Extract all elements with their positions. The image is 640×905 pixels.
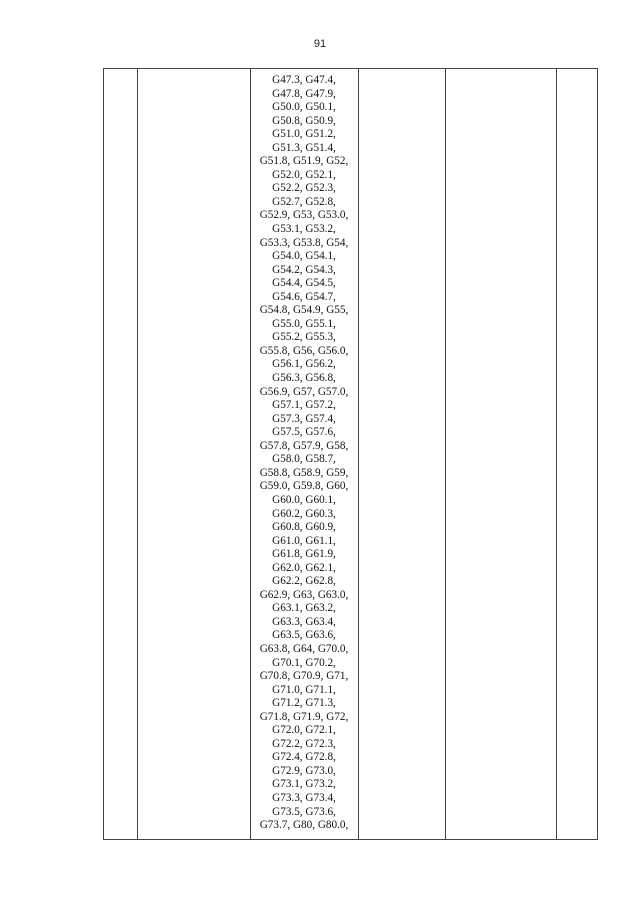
code-line: G52.0, G52.1, xyxy=(272,168,336,181)
code-line: G52.7, G52.8, xyxy=(272,195,336,208)
diagnosis-codes-cell xyxy=(250,74,358,833)
code-line: G58.8, G58.9, G59, xyxy=(259,466,349,479)
code-line: G73.1, G73.2, xyxy=(272,778,336,791)
code-line: G60.0, G60.1, xyxy=(272,493,336,506)
code-line: G53.1, G53.2, xyxy=(272,223,336,236)
code-line: G55.8, G56, G56.0, xyxy=(259,344,349,357)
code-line: G70.1, G70.2, xyxy=(272,656,336,669)
column-divider xyxy=(358,69,359,839)
code-line: G59.0, G59.8, G60, xyxy=(259,480,349,493)
code-line: G57.5, G57.6, xyxy=(272,426,336,439)
code-line: G60.8, G60.9, xyxy=(272,521,336,534)
code-line: G63.1, G63.2, xyxy=(272,602,336,615)
code-line: G62.0, G62.1, xyxy=(272,561,336,574)
code-line: G55.2, G55.3, xyxy=(272,331,336,344)
page-number: 91 xyxy=(313,38,327,50)
code-line: G53.3, G53.8, G54, xyxy=(259,236,349,249)
code-line: G57.1, G57.2, xyxy=(272,399,336,412)
code-line: G73.7, G80, G80.0, xyxy=(259,819,349,832)
code-line: G51.8, G51.9, G52, xyxy=(259,155,349,168)
code-line: G72.0, G72.1, xyxy=(272,724,336,737)
data-table xyxy=(103,68,598,840)
code-line: G50.0, G50.1, xyxy=(272,101,336,114)
code-line: G61.0, G61.1, xyxy=(272,534,336,547)
code-line: G72.4, G72.8, xyxy=(272,751,336,764)
code-line: G54.0, G54.1, xyxy=(272,250,336,263)
code-line: G73.5, G73.6, xyxy=(272,805,336,818)
code-line: G52.2, G52.3, xyxy=(272,182,336,195)
code-line: G56.1, G56.2, xyxy=(272,358,336,371)
code-line: G63.3, G63.4, xyxy=(272,615,336,628)
code-line: G56.9, G57, G57.0, xyxy=(259,385,349,398)
code-line: G47.8, G47.9, xyxy=(272,87,336,100)
code-line: G52.9, G53, G53.0, xyxy=(259,209,349,222)
code-line: G63.8, G64, G70.0, xyxy=(259,642,349,655)
code-line: G72.2, G72.3, xyxy=(272,737,336,750)
code-line: G57.8, G57.9, G58, xyxy=(259,439,349,452)
code-line: G62.9, G63, G63.0, xyxy=(259,588,349,601)
code-line: G60.2, G60.3, xyxy=(272,507,336,520)
code-line: G57.3, G57.4, xyxy=(272,412,336,425)
code-line: G54.4, G54.5, xyxy=(272,277,336,290)
code-line: G51.0, G51.2, xyxy=(272,128,336,141)
code-line: G58.0, G58.7, xyxy=(272,453,336,466)
code-line: G61.8, G61.9, xyxy=(272,548,336,561)
code-line: G51.3, G51.4, xyxy=(272,141,336,154)
code-line: G54.8, G54.9, G55, xyxy=(259,304,349,317)
code-line: G54.2, G54.3, xyxy=(272,263,336,276)
code-line: G47.3, G47.4, xyxy=(272,74,336,86)
column-divider xyxy=(556,69,557,839)
code-line: G62.2, G62.8, xyxy=(272,575,336,588)
code-line: G71.8, G71.9, G72, xyxy=(259,710,349,723)
code-line: G71.2, G71.3, xyxy=(272,697,336,710)
code-line: G55.0, G55.1, xyxy=(272,317,336,330)
code-line: G73.3, G73.4, xyxy=(272,791,336,804)
column-divider xyxy=(137,69,138,839)
code-line: G54.6, G54.7, xyxy=(272,290,336,303)
column-divider xyxy=(445,69,446,839)
code-line: G50.8, G50.9, xyxy=(272,114,336,127)
code-line: G70.8, G70.9, G71, xyxy=(259,670,349,683)
code-line: G72.9, G73.0, xyxy=(272,764,336,777)
code-line: G63.5, G63.6, xyxy=(272,629,336,642)
code-line: G56.3, G56.8, xyxy=(272,372,336,385)
code-line: G71.0, G71.1, xyxy=(272,683,336,696)
